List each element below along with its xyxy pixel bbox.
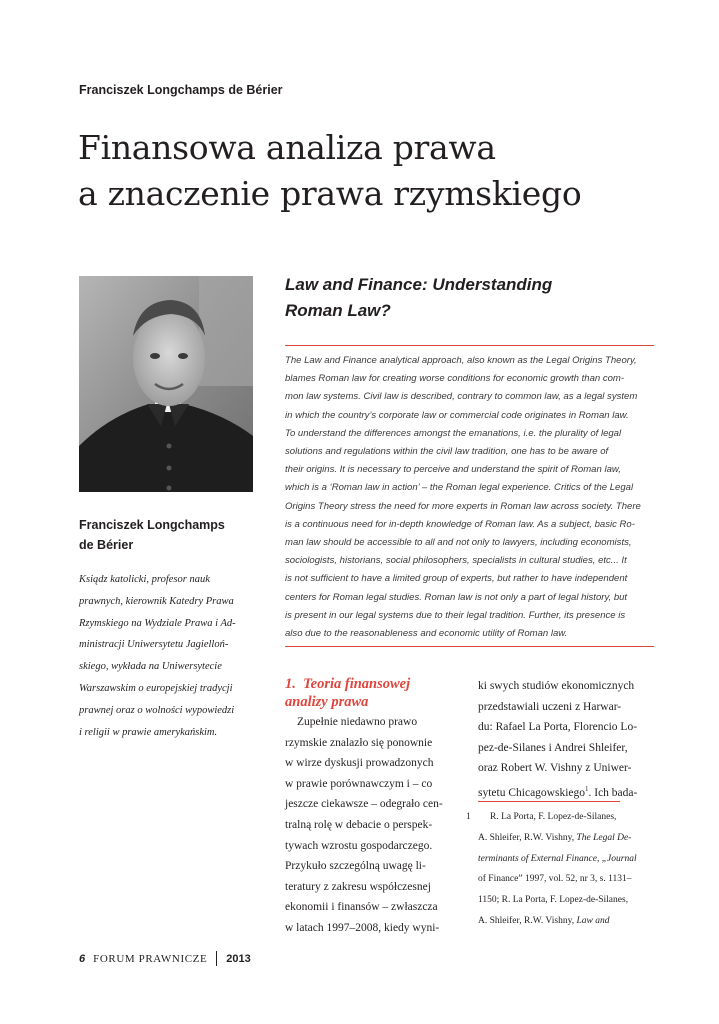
abstract-line: their origins. It is necessary to perceive and understand the spirit of Roman law, [285, 464, 621, 476]
bio-line: prawnej oraz o wolności wypowiedzi [79, 704, 235, 716]
section-title-line: analizy prawa [285, 694, 369, 710]
sidebar-author-name [79, 515, 259, 555]
author-header: Franciszek Longchamps de Bérier [79, 83, 283, 97]
bio-line: prawnych, kierownik Katedry Prawa [79, 595, 234, 607]
body-line: jeszcze ciekawsze – odegrało cen- [285, 798, 443, 811]
page-footer [79, 951, 251, 966]
body-line-with-footnote [478, 779, 654, 803]
abstract-line: centers for Roman legal studies. Roman law is not only a part of legal history, but [285, 591, 628, 603]
body-line: du: Rafael La Porta, Florencio Lo- [478, 721, 638, 734]
footnote-line: of Finance” 1997, vol. 52, nr 3, s. 1131– [478, 874, 632, 885]
footnote-line: terminants of External Finance, „Journal [478, 853, 637, 864]
footnote-line: A. Shleifer, R.W. Vishny, [478, 832, 577, 843]
abstract-line: is not sufficient to have a limited group of experts, but rather to have independent [285, 573, 628, 585]
sidebar-name-line: Franciszek Longchamps [79, 518, 225, 532]
abstract [285, 352, 654, 643]
english-title [285, 272, 645, 324]
author-portrait-image [79, 276, 253, 492]
abstract-line: mon law systems. Civil law is described, contrary to common law, as a legal system [285, 391, 638, 403]
section-number: 1. [285, 676, 296, 692]
body-line: przedstawiali uczeni z Harwar- [478, 700, 622, 713]
body-line: ekonomii i finansów – zwłaszcza [285, 901, 438, 914]
footnote-rule [478, 801, 620, 802]
body-line: rzymskie znalazło się ponownie [285, 736, 433, 749]
bio-line: Rzymskiego na Wydziale Prawa i Ad- [79, 617, 236, 629]
abstract-line: man law should be accessible to all and not only to lawyers, including economists, [285, 537, 632, 549]
abstract-line: which is a ‘Roman law in action’ – the Roman legal experience. Critics of the Legal [285, 482, 634, 494]
body-line: w prawie porównawczym i – co [285, 777, 433, 790]
english-title-line: Law and Finance: Understanding [285, 275, 553, 294]
footnote-number: 1 [466, 812, 471, 822]
abstract-line: To understand the differences amongst the emanations, i.e. the plurality of legal [285, 427, 622, 439]
footnote-italic-title: The Legal De- [576, 832, 632, 843]
abstract-line: is a continuous need for in-depth knowledge of Roman law. As a subject, basic Ro- [285, 518, 635, 530]
body-line: teratury z zakresu współczesnej [285, 880, 431, 893]
bio-line: i religii w prawie amerykańskim. [79, 726, 218, 738]
section-heading [285, 675, 465, 711]
bio-line: Warszawskim o europejskiej tradycji [79, 682, 233, 694]
bio-line: skiego, wykłada na Uniwersytecie [79, 661, 222, 673]
page-number: 6 [79, 952, 86, 965]
body-line: w wirze dyskusji prowadzonych [285, 757, 434, 770]
footnote-line: 1150; R. La Porta, F. Lopez-de-Silanes, [478, 895, 629, 906]
abstract-bottom-rule [285, 646, 654, 647]
abstract-line: is present in our legal systems due to their legal tradition. Further, its presence is [285, 609, 626, 621]
body-line: w latach 1997–2008, kiedy wyni- [285, 921, 440, 934]
abstract-line: The Law and Finance analytical approach, also known as the Legal Origins Theory, [285, 355, 637, 366]
sidebar-name-line: de Bérier [79, 538, 134, 552]
abstract-line: in which the country’s corporate law or commercial code originates in Roman law. [285, 409, 629, 421]
footnote-reference[interactable]: 1 [585, 784, 589, 793]
body-line: Zupełnie niedawno prawo [297, 716, 418, 728]
body-column-2 [478, 676, 654, 803]
abstract-line: sociologists, historians, social philosophers, specialists in cultural studies, etc... It [285, 555, 627, 567]
title-line: Finansowa analiza prawa [78, 128, 496, 167]
english-title-line: Roman Law? [285, 301, 391, 320]
bio-line: Ksiądz katolicki, profesor nauk [79, 574, 210, 585]
issue-year: 2013 [226, 952, 251, 965]
footnote-line: R. La Porta, F. Lopez-de-Silanes, [490, 812, 617, 822]
footnote [466, 807, 654, 932]
footnote-italic-title: Law and [576, 915, 610, 926]
body-line: ki swych studiów ekonomicznych [478, 680, 635, 692]
body-column-1 [285, 712, 462, 939]
journal-name: FORUM PRAWNICZE [93, 952, 208, 965]
body-line-tail: . Ich bada- [588, 786, 638, 799]
abstract-line: blames Roman law for creating worse conditions for economic growth than com- [285, 373, 625, 385]
body-line: sytetu Chicagowskiego [478, 786, 585, 799]
author-photo [79, 276, 253, 492]
section-title-line: Teoria finansowej [303, 676, 411, 692]
title-line: a znaczenie prawa rzymskiego [78, 174, 582, 213]
author-bio [79, 569, 269, 743]
bio-line: ministracji Uniwersytetu Jagielloń- [79, 639, 229, 651]
body-line: tralną rolę w debacie o perspek- [285, 818, 433, 831]
abstract-line: solutions and regulations within the civil law tradition, one has to be aware of [285, 446, 609, 458]
body-line: pez-de-Silanes i Andrei Shleifer, [478, 741, 628, 754]
footnote-line: A. Shleifer, R.W. Vishny, [478, 915, 577, 926]
body-line: oraz Robert W. Vishny z Uniwer- [478, 762, 632, 775]
abstract-line: Origins Theory stress the need for more experts in Roman law across society. There [285, 500, 641, 512]
abstract-top-rule [285, 345, 654, 346]
abstract-line: also due to the reasonableness and economic utility of Roman law. [285, 628, 568, 640]
footer-divider [216, 951, 217, 966]
body-line: tywach wzrostu gospodarczego. [285, 839, 433, 852]
article-title [78, 125, 581, 217]
body-line: Przykuło szczególną uwagę li- [285, 860, 426, 873]
